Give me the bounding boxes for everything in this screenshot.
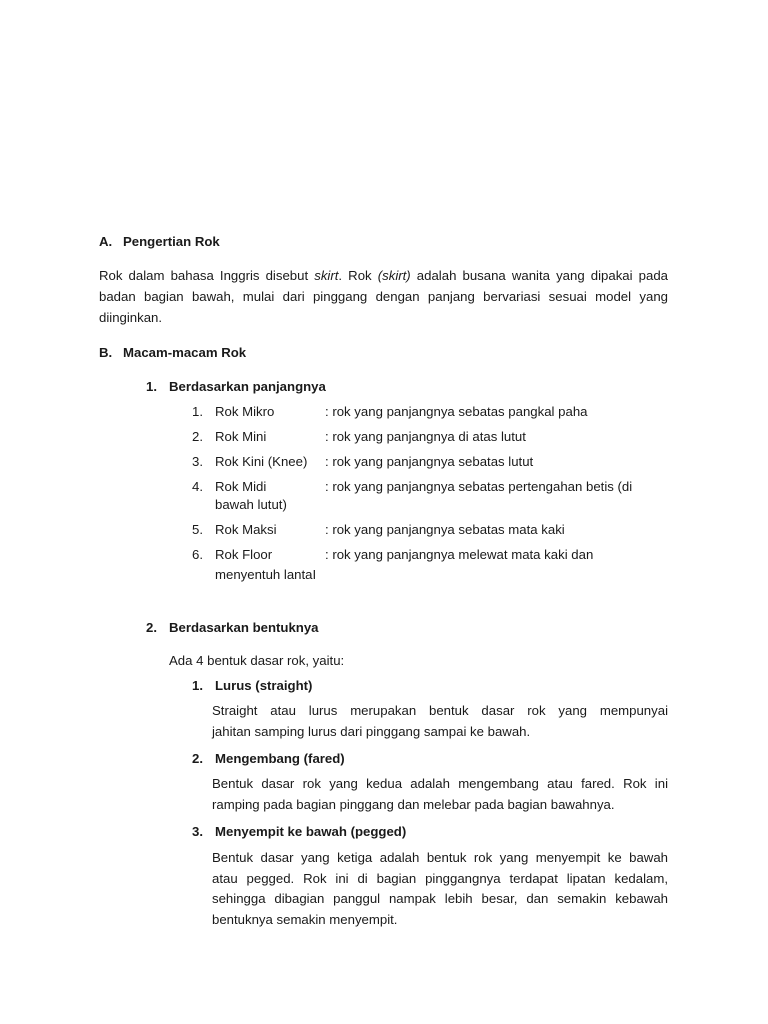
list-item-continuation: menyentuh lantaI — [215, 567, 317, 582]
list-item-name: Rok Maksi — [215, 522, 277, 537]
shape-text-line: Bentuk dasar rok yang kedua adalah mengembang atau fared. Rok ini — [212, 776, 668, 791]
para-text: . Rok — [338, 268, 378, 283]
shape-text-line: Bentuk dasar yang ketiga adalah bentuk rok yang menyempit ke bawah — [212, 850, 668, 865]
section-a-paragraph-line-2: badan bagian bawah, mulai dari pinggang dengan panjang bervariasi sesuai model yang — [99, 289, 668, 304]
shape-number: 3. — [192, 824, 203, 839]
para-text: adalah busana wanita yang dipakai pada — [410, 268, 668, 283]
shape-text-line: Straight atau lurus merupakan bentuk dasar rok yang mempunyai — [212, 703, 668, 718]
section-b-title: Macam-macam Rok — [123, 345, 247, 360]
list-item-name: Rok Floor — [215, 547, 273, 562]
list-item-description: : rok yang panjangnya di atas lutut — [325, 429, 526, 444]
sub1-title: Berdasarkan panjangnya — [169, 379, 326, 394]
shape-title: Menyempit ke bawah (pegged) — [215, 824, 407, 839]
list-item-number: 1. — [192, 404, 203, 419]
list-item-name: Rok Midi — [215, 479, 267, 494]
list-item-name: Rok Mikro — [215, 404, 275, 419]
para-emphasis: (skirt) — [377, 268, 411, 283]
list-item-description: : rok yang panjangnya sebatas pangkal paha — [325, 404, 588, 419]
list-item-number: 3. — [192, 454, 203, 469]
list-item-description: : rok yang panjangnya sebatas lutut — [325, 454, 534, 469]
sub1-number: 1. — [146, 379, 157, 394]
list-item-number: 2. — [192, 429, 203, 444]
shape-text-line: atau pegged. Rok ini di bagian pinggangnya terdapat lipatan kedalam, — [212, 871, 668, 886]
list-item-continuation: bawah lutut) — [215, 497, 287, 512]
shape-text-line: ramping pada bagian pinggang dan melebar pada bagian bawahnya. — [212, 797, 615, 812]
shape-number: 2. — [192, 751, 203, 766]
list-item-description: : rok yang panjangnya sebatas mata kaki — [325, 522, 565, 537]
section-a-letter: A. — [99, 234, 113, 249]
section-a-paragraph-line-3: diinginkan. — [99, 310, 163, 325]
shape-title: Mengembang (fared) — [215, 751, 345, 766]
list-item-name: Rok Mini — [215, 429, 267, 444]
shape-text-line: bentuknya semakin menyempit. — [212, 912, 398, 927]
sub2-number: 2. — [146, 620, 157, 635]
list-item-description: : rok yang panjangnya melewat mata kaki dan — [325, 547, 594, 562]
section-a-paragraph-line-1 — [99, 268, 668, 283]
shape-text-line: jahitan samping lurus dari pinggang sampai ke bawah. — [212, 724, 531, 739]
list-item-description: : rok yang panjangnya sebatas pertengahan betis (di — [325, 479, 633, 494]
para-emphasis: skirt — [314, 268, 339, 283]
shape-text-line: sehingga dibagian panggul nampak lebih besar, dan semakin kebawah — [212, 891, 668, 906]
sub2-title: Berdasarkan bentuknya — [169, 620, 319, 635]
shape-number: 1. — [192, 678, 203, 693]
sub2-intro: Ada 4 bentuk dasar rok, yaitu: — [169, 653, 345, 668]
para-text: Rok dalam bahasa Inggris disebut — [99, 268, 315, 283]
section-a-title: Pengertian Rok — [123, 234, 220, 249]
shape-title: Lurus (straight) — [215, 678, 313, 693]
list-item-number: 4. — [192, 479, 203, 494]
list-item-number: 6. — [192, 547, 203, 562]
section-b-letter: B. — [99, 345, 113, 360]
list-item-name: Rok Kini (Knee) — [215, 454, 308, 469]
list-item-number: 5. — [192, 522, 203, 537]
